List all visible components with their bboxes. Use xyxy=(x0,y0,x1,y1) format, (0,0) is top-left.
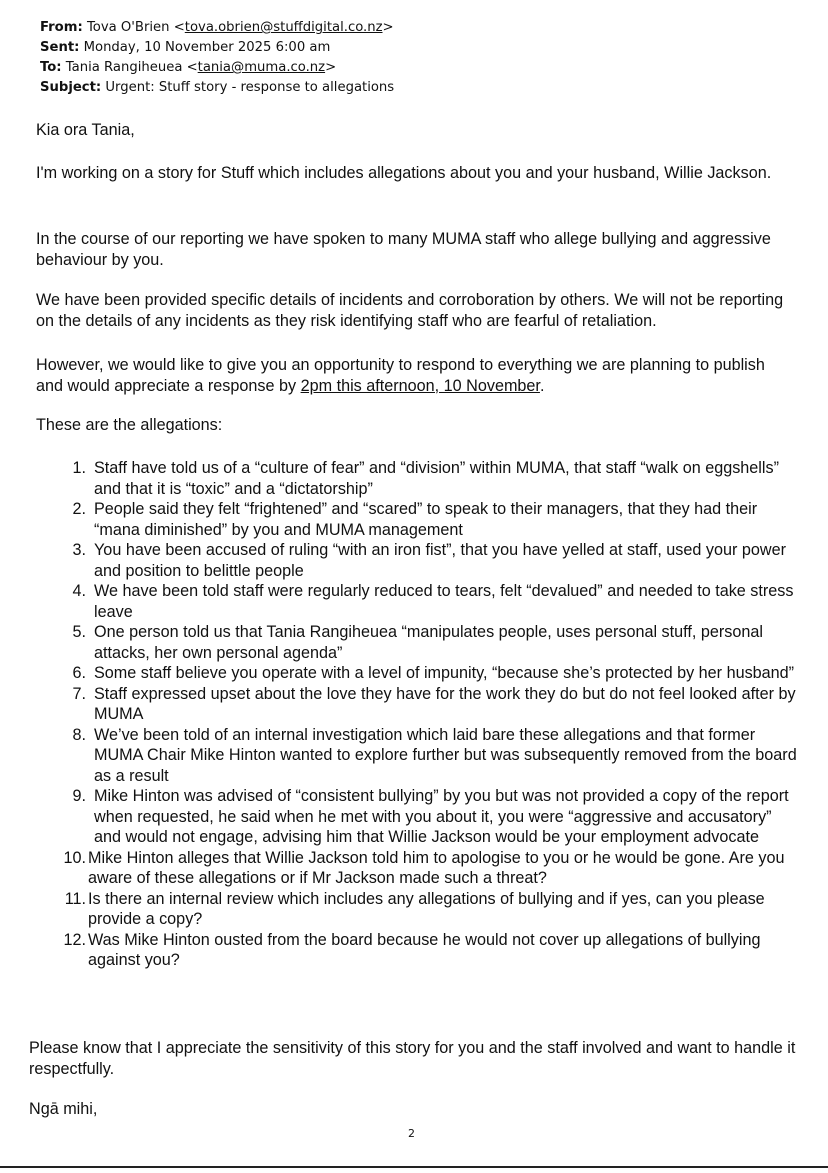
list-item xyxy=(58,930,803,971)
list-text: People said they felt “frightened” and “scared” to speak to their managers, that they had their “mana diminished” by you and MUMA management xyxy=(94,500,758,539)
sent-value: Monday, 10 November 2025 6:00 am xyxy=(83,40,331,55)
list-text: Some staff believe you operate with a level of impunity, “because she’s protected by her husband” xyxy=(94,664,795,682)
list-text: Was Mike Hinton ousted from the board because he would not cover up allegations of bullying against you? xyxy=(88,930,761,969)
email-header xyxy=(40,18,394,98)
list-text: We’ve been told of an internal investigation which laid bare these allegations and that former MUMA Chair Mike Hinton wanted to explore further but was subsequently removed from the board as a result xyxy=(94,725,797,785)
list-text: You have been accused of ruling “with an iron fist”, that you have yelled at staff, used your power and position to belittle people xyxy=(94,541,786,580)
signoff: Ngā mihi, xyxy=(29,1100,98,1118)
from-name: Tova O'Brien xyxy=(86,20,170,35)
list-item xyxy=(58,725,803,787)
subject-line xyxy=(40,78,394,98)
list-item xyxy=(58,540,803,581)
paragraph-4-start: However, we would like to give you an opportunity to respond to everything we are planning to publish and would appreciate a response by xyxy=(36,356,765,395)
paragraph-3: We have been provided specific details of incidents and corroboration by others. We will not be reporting on the details of any incidents as they risk identifying staff who are fearful of retaliation. xyxy=(36,291,784,330)
list-text: Staff expressed upset about the love they have for the work they do but do not feel looked after by MUMA xyxy=(94,684,796,723)
list-item xyxy=(58,499,803,540)
list-number: 3. xyxy=(72,541,86,559)
greeting: Kia ora Tania, xyxy=(36,121,135,139)
to-line: To: Tania Rangiheuea <tania@muma.co.nz> xyxy=(40,60,337,75)
list-number: 6. xyxy=(72,664,86,682)
list-number: 2. xyxy=(72,500,86,518)
list-number: 8. xyxy=(72,725,86,744)
from-email-link[interactable]: tova.obrien@stuffdigital.co.nz xyxy=(184,20,383,35)
subject-value: Urgent: Stuff story - response to allegations xyxy=(105,80,395,95)
paragraph-1: I'm working on a story for Stuff which includes allegations about you and your husband, Willie Jackson. xyxy=(36,164,772,182)
sent-label: Sent: xyxy=(40,40,80,55)
subject-label: Subject: xyxy=(40,80,102,95)
list-item xyxy=(58,458,803,499)
list-text: Staff have told us of a “culture of fear” and “division” within MUMA, that staff “walk on eggshells” and that it is “toxic” and a “dictatorship” xyxy=(94,459,779,498)
from-line: From: Tova O'Brien <tova.obrien@stuffdigital.co.nz> xyxy=(40,20,394,35)
closing-paragraph: Please know that I appreciate the sensitivity of this story for you and the staff involved and want to handle it respectfully. xyxy=(29,1039,796,1078)
list-number: 11. xyxy=(64,889,86,908)
list-number: 1. xyxy=(72,459,86,477)
list-number: 9. xyxy=(72,787,86,805)
list-text: We have been told staff were regularly reduced to tears, felt “devalued” and needed to take stress leave xyxy=(94,582,794,621)
list-text: Mike Hinton alleges that Willie Jackson told him to apologise to you or he would be gone. Are you aware of these allegations or if Mr Jackson made such a threat? xyxy=(88,848,785,887)
list-item xyxy=(58,848,803,889)
to-email-link[interactable]: tania@muma.co.nz xyxy=(197,60,326,75)
list-text: Mike Hinton was advised of “consistent bullying” by you but was not provided a copy of the report when requested, he said when he met with you about it, you were “aggressive and accusatory” and would not engage, advising him that Willie Jackson would be your employment advocate xyxy=(94,787,789,846)
list-number: 4. xyxy=(72,582,86,600)
list-text: Is there an internal review which includes any allegations of bullying and if yes, can you please provide a copy? xyxy=(88,889,765,928)
list-item xyxy=(58,663,803,684)
list-number: 10. xyxy=(63,848,86,867)
list-number: 5. xyxy=(72,623,86,641)
list-item xyxy=(58,889,803,930)
list-item xyxy=(58,622,803,663)
allegations-list xyxy=(58,458,803,971)
page-divider xyxy=(0,1166,828,1168)
to-label: To: xyxy=(40,60,62,75)
allegations-intro: These are the allegations: xyxy=(36,416,223,434)
sent-line xyxy=(40,38,394,58)
list-item xyxy=(58,786,803,848)
list-item xyxy=(58,684,803,725)
list-text: One person told us that Tania Rangiheuea “manipulates people, uses personal stuff, personal attacks, her own personal agenda” xyxy=(94,623,763,662)
list-number: 7. xyxy=(72,684,86,703)
paragraph-4-end: . xyxy=(539,376,545,395)
to-name: Tania Rangiheuea xyxy=(65,60,183,75)
deadline-text: 2pm this afternoon, 10 November xyxy=(300,376,540,395)
page-number: 2 xyxy=(408,1127,415,1140)
list-number: 12. xyxy=(63,930,86,949)
list-item xyxy=(58,581,803,622)
from-label: From: xyxy=(40,20,83,35)
paragraph-2: In the course of our reporting we have spoken to many MUMA staff who allege bullying and aggressive behaviour by you. xyxy=(36,230,771,269)
paragraph-4 xyxy=(36,355,796,396)
